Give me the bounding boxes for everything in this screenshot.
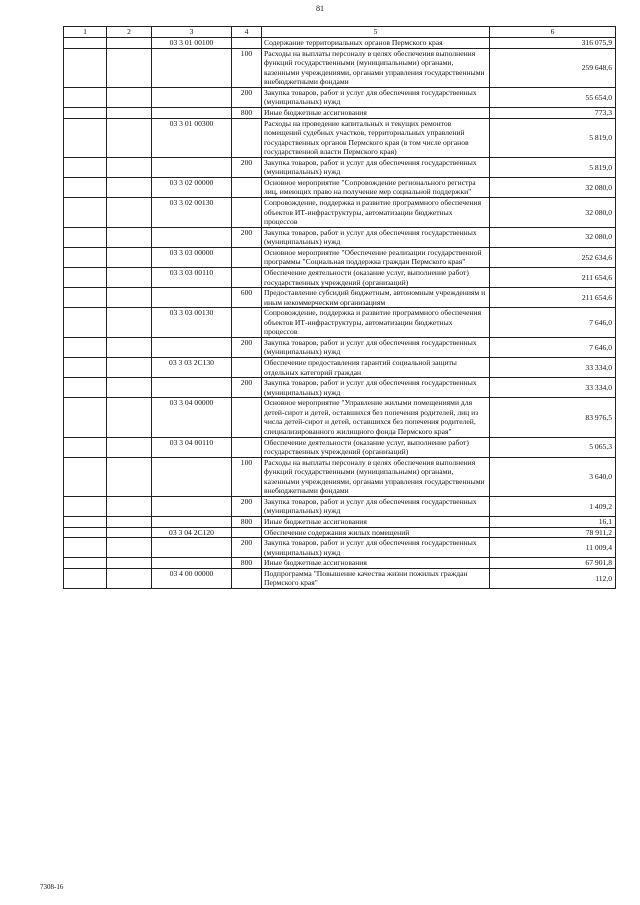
cell-description: Закупка товаров, работ и услуг для обеспечения государственных (муниципальных) нужд xyxy=(262,87,490,107)
cell-expense-kind xyxy=(232,358,262,378)
cell-empty-2 xyxy=(107,198,152,228)
cell-empty-1 xyxy=(64,177,107,197)
cell-empty-1 xyxy=(64,496,107,516)
cell-expense-kind: 800 xyxy=(232,107,262,118)
table-row xyxy=(64,227,616,247)
table-row xyxy=(64,38,616,49)
cell-description: Подпрограмма "Повышение качества жизни пожилых граждан Пермского края" xyxy=(262,568,490,588)
cell-empty-2 xyxy=(107,527,152,538)
cell-description: Основное мероприятие "Обеспечение реализации государственной программы "Социальная поддержка граждан Пермского края" xyxy=(262,247,490,267)
cell-empty-2 xyxy=(107,267,152,287)
cell-description: Закупка товаров, работ и услуг для обеспечения государственных (муниципальных) нужд xyxy=(262,227,490,247)
cell-empty-2 xyxy=(107,118,152,157)
cell-empty-1 xyxy=(64,267,107,287)
cell-empty-2 xyxy=(107,38,152,49)
cell-code xyxy=(152,107,232,118)
cell-expense-kind xyxy=(232,308,262,338)
cell-code: 03 3 03 00000 xyxy=(152,247,232,267)
column-number: 1 xyxy=(64,27,107,38)
cell-description: Основное мероприятие "Управление жилыми помещениями для детей-сирот и детей, оставшихся без попечения родителей, лиц из числа детей-сирот и детей, оставшихся без попечения родителей, специализированного жилищного фонда Пермского края" xyxy=(262,398,490,437)
cell-empty-1 xyxy=(64,38,107,49)
cell-amount: 55 654,0 xyxy=(490,87,616,107)
cell-empty-2 xyxy=(107,308,152,338)
cell-code xyxy=(152,496,232,516)
cell-description: Закупка товаров, работ и услуг для обеспечения государственных (муниципальных) нужд xyxy=(262,538,490,558)
cell-expense-kind xyxy=(232,437,262,457)
cell-empty-2 xyxy=(107,107,152,118)
cell-description: Иные бюджетные ассигнования xyxy=(262,517,490,528)
footer-code: 7308-16 xyxy=(40,883,64,891)
cell-empty-2 xyxy=(107,227,152,247)
cell-amount: 211 654,6 xyxy=(490,288,616,308)
cell-expense-kind xyxy=(232,198,262,228)
cell-expense-kind: 200 xyxy=(232,538,262,558)
cell-amount: 7 646,0 xyxy=(490,308,616,338)
column-number: 3 xyxy=(152,27,232,38)
cell-amount: 211 654,6 xyxy=(490,267,616,287)
cell-expense-kind xyxy=(232,527,262,538)
cell-code: 03 3 04 2С120 xyxy=(152,527,232,538)
cell-expense-kind xyxy=(232,38,262,49)
cell-expense-kind: 600 xyxy=(232,288,262,308)
column-number: 2 xyxy=(107,27,152,38)
cell-description: Расходы на выплаты персоналу в целях обеспечения выполнения функций государственными (муниципальными) органами, казенными учреждениями, органами управления государственными внебюджетными фондами xyxy=(262,48,490,87)
table-row xyxy=(64,496,616,516)
cell-code: 03 3 02 00130 xyxy=(152,198,232,228)
table-row xyxy=(64,107,616,118)
cell-expense-kind xyxy=(232,118,262,157)
cell-description: Расходы на выплаты персоналу в целях обеспечения выполнения функций государственными (муниципальными) органами, казенными учреждениями, органами управления государственными внебюджетными фондами xyxy=(262,457,490,496)
cell-expense-kind: 200 xyxy=(232,227,262,247)
cell-description: Основное мероприятие "Сопровождение регионального регистра лиц, имеющих право на получение мер социальной поддержки" xyxy=(262,177,490,197)
cell-empty-1 xyxy=(64,87,107,107)
cell-empty-1 xyxy=(64,247,107,267)
cell-amount: 259 648,6 xyxy=(490,48,616,87)
cell-code xyxy=(152,538,232,558)
cell-code xyxy=(152,558,232,569)
cell-empty-2 xyxy=(107,517,152,528)
cell-empty-2 xyxy=(107,457,152,496)
cell-amount: 33 334,0 xyxy=(490,358,616,378)
cell-amount: 252 634,6 xyxy=(490,247,616,267)
cell-empty-1 xyxy=(64,568,107,588)
cell-empty-1 xyxy=(64,118,107,157)
cell-description: Обеспечение содержания жилых помещений xyxy=(262,527,490,538)
cell-amount: 5 819,0 xyxy=(490,118,616,157)
cell-amount: 83 976,5 xyxy=(490,398,616,437)
cell-empty-1 xyxy=(64,48,107,87)
table-row xyxy=(64,538,616,558)
cell-expense-kind: 800 xyxy=(232,517,262,528)
cell-empty-2 xyxy=(107,157,152,177)
cell-empty-1 xyxy=(64,517,107,528)
table-row xyxy=(64,517,616,528)
cell-empty-1 xyxy=(64,157,107,177)
cell-empty-1 xyxy=(64,538,107,558)
table-row xyxy=(64,48,616,87)
cell-amount: 112,0 xyxy=(490,568,616,588)
cell-expense-kind: 200 xyxy=(232,157,262,177)
cell-expense-kind: 200 xyxy=(232,87,262,107)
cell-amount: 67 901,8 xyxy=(490,558,616,569)
cell-amount: 1 409,2 xyxy=(490,496,616,516)
cell-code: 03 4 00 00000 xyxy=(152,568,232,588)
cell-empty-1 xyxy=(64,107,107,118)
cell-empty-2 xyxy=(107,496,152,516)
cell-empty-1 xyxy=(64,527,107,538)
cell-empty-2 xyxy=(107,568,152,588)
cell-description: Закупка товаров, работ и услуг для обеспечения государственных (муниципальных) нужд xyxy=(262,378,490,398)
cell-empty-1 xyxy=(64,398,107,437)
cell-code: 03 3 03 00130 xyxy=(152,308,232,338)
cell-empty-1 xyxy=(64,358,107,378)
column-number: 4 xyxy=(232,27,262,38)
cell-code xyxy=(152,227,232,247)
cell-code: 03 3 04 00000 xyxy=(152,398,232,437)
cell-code: 03 3 03 2С130 xyxy=(152,358,232,378)
cell-amount: 773,3 xyxy=(490,107,616,118)
cell-expense-kind xyxy=(232,247,262,267)
table-row xyxy=(64,568,616,588)
cell-code: 03 3 02 00000 xyxy=(152,177,232,197)
cell-expense-kind: 200 xyxy=(232,378,262,398)
cell-description: Закупка товаров, работ и услуг для обеспечения государственных (муниципальных) нужд xyxy=(262,337,490,357)
cell-expense-kind xyxy=(232,177,262,197)
cell-code xyxy=(152,337,232,357)
cell-description: Обеспечение деятельности (оказание услуг, выполнение работ) государственных учреждений (организаций) xyxy=(262,267,490,287)
cell-empty-2 xyxy=(107,398,152,437)
cell-description: Предоставление субсидий бюджетным, автономным учреждениям и иным некоммерческим организациям xyxy=(262,288,490,308)
cell-code: 03 3 01 00100 xyxy=(152,38,232,49)
cell-description: Обеспечение предоставления гарантий социальной защиты отдельных категорий граждан xyxy=(262,358,490,378)
table-row xyxy=(64,308,616,338)
cell-description: Закупка товаров, работ и услуг для обеспечения государственных (муниципальных) нужд xyxy=(262,496,490,516)
cell-amount: 78 911,2 xyxy=(490,527,616,538)
cell-empty-1 xyxy=(64,558,107,569)
cell-code xyxy=(152,48,232,87)
cell-amount: 32 080,0 xyxy=(490,227,616,247)
cell-code: 03 3 04 00110 xyxy=(152,437,232,457)
cell-empty-2 xyxy=(107,87,152,107)
cell-expense-kind xyxy=(232,267,262,287)
cell-code: 03 3 01 00300 xyxy=(152,118,232,157)
budget-table xyxy=(63,26,616,589)
cell-expense-kind xyxy=(232,568,262,588)
table-row xyxy=(64,437,616,457)
cell-code xyxy=(152,288,232,308)
column-number: 5 xyxy=(262,27,490,38)
table-row xyxy=(64,558,616,569)
cell-empty-1 xyxy=(64,227,107,247)
cell-amount: 33 334,0 xyxy=(490,378,616,398)
cell-description: Иные бюджетные ассигнования xyxy=(262,558,490,569)
cell-empty-1 xyxy=(64,288,107,308)
cell-expense-kind: 200 xyxy=(232,337,262,357)
cell-empty-2 xyxy=(107,337,152,357)
table-row xyxy=(64,87,616,107)
cell-description: Сопровождение, поддержка и развитие программного обеспечения объектов ИТ-инфраструктуры, автоматизации бюджетных процессов xyxy=(262,308,490,338)
cell-expense-kind: 800 xyxy=(232,558,262,569)
table-row xyxy=(64,457,616,496)
cell-empty-2 xyxy=(107,437,152,457)
table-row xyxy=(64,247,616,267)
cell-amount: 7 646,0 xyxy=(490,337,616,357)
table-row xyxy=(64,337,616,357)
cell-empty-1 xyxy=(64,457,107,496)
cell-description: Обеспечение деятельности (оказание услуг, выполнение работ) государственных учреждений (организаций) xyxy=(262,437,490,457)
cell-amount: 5 819,0 xyxy=(490,157,616,177)
cell-code xyxy=(152,457,232,496)
cell-empty-2 xyxy=(107,358,152,378)
cell-amount: 11 009,4 xyxy=(490,538,616,558)
cell-code xyxy=(152,517,232,528)
cell-expense-kind: 100 xyxy=(232,457,262,496)
table-row xyxy=(64,267,616,287)
cell-amount: 16,1 xyxy=(490,517,616,528)
cell-code: 03 3 03 00110 xyxy=(152,267,232,287)
table-row xyxy=(64,177,616,197)
cell-description: Расходы на проведение капитальных и текущих ремонтов помещений судебных участков, территориальных управлений государственных органов Пермского края (в том числе органов государственной власти Пермского края) xyxy=(262,118,490,157)
table-row xyxy=(64,118,616,157)
cell-expense-kind: 200 xyxy=(232,496,262,516)
cell-amount: 316 075,9 xyxy=(490,38,616,49)
table-row xyxy=(64,398,616,437)
cell-empty-2 xyxy=(107,177,152,197)
table-row xyxy=(64,198,616,228)
cell-empty-1 xyxy=(64,437,107,457)
cell-expense-kind xyxy=(232,398,262,437)
cell-empty-2 xyxy=(107,247,152,267)
cell-expense-kind: 100 xyxy=(232,48,262,87)
column-number: 6 xyxy=(490,27,616,38)
cell-code xyxy=(152,87,232,107)
cell-empty-1 xyxy=(64,378,107,398)
cell-amount: 32 080,0 xyxy=(490,177,616,197)
cell-empty-2 xyxy=(107,288,152,308)
cell-amount: 32 080,0 xyxy=(490,198,616,228)
cell-code xyxy=(152,157,232,177)
cell-empty-1 xyxy=(64,198,107,228)
table-row xyxy=(64,378,616,398)
cell-empty-1 xyxy=(64,308,107,338)
page-number: 81 xyxy=(316,4,324,13)
cell-empty-2 xyxy=(107,538,152,558)
cell-amount: 3 640,0 xyxy=(490,457,616,496)
table-row xyxy=(64,157,616,177)
cell-empty-2 xyxy=(107,48,152,87)
column-number-row xyxy=(64,27,616,38)
cell-description: Иные бюджетные ассигнования xyxy=(262,107,490,118)
cell-empty-2 xyxy=(107,378,152,398)
cell-empty-1 xyxy=(64,337,107,357)
table-row xyxy=(64,288,616,308)
cell-code xyxy=(152,378,232,398)
cell-description: Сопровождение, поддержка и развитие программного обеспечения объектов ИТ-инфраструктуры, автоматизации бюджетных процессов xyxy=(262,198,490,228)
cell-description: Закупка товаров, работ и услуг для обеспечения государственных (муниципальных) нужд xyxy=(262,157,490,177)
table-row xyxy=(64,358,616,378)
cell-empty-2 xyxy=(107,558,152,569)
table-row xyxy=(64,527,616,538)
cell-amount: 5 065,3 xyxy=(490,437,616,457)
cell-description: Содержание территориальных органов Пермского края xyxy=(262,38,490,49)
